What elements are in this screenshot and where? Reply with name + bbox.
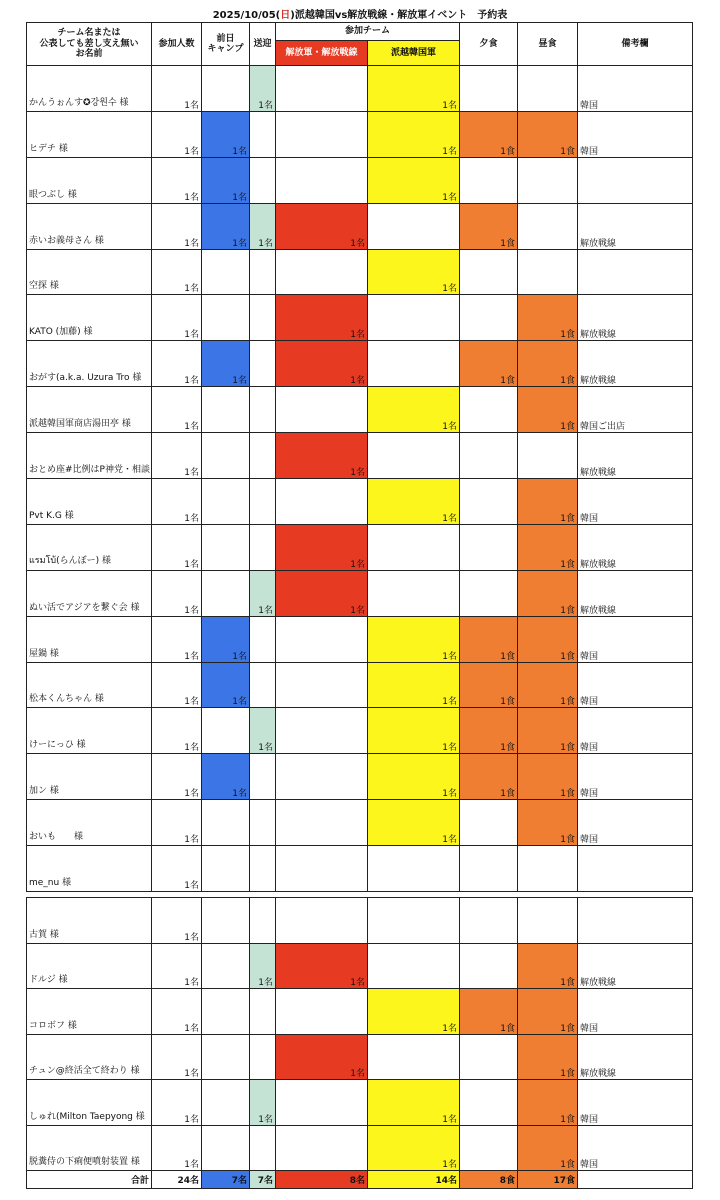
cell-dinner: 1食 [460,754,518,800]
cell-count: 1名 [152,66,202,112]
cell-note: 韓国 [578,662,693,708]
cell-transfer [250,387,276,433]
cell-count: 1名 [152,989,202,1035]
cell-name: 眼つぶし 様 [27,157,152,203]
cell-count: 1名 [152,708,202,754]
cell-note: 解放戦線 [578,203,693,249]
cell-note: 韓国 [578,111,693,157]
cell-red: 1名 [276,1034,368,1080]
header-transfer: 送迎 [250,23,276,66]
cell-note: 韓国 [578,1080,693,1126]
cell-transfer [250,1125,276,1171]
cell-red [276,898,368,944]
cell-red [276,1125,368,1171]
cell-lunch: 1食 [518,341,578,387]
cell-camp [202,943,250,989]
sheet-title: 2025/10/05(日)派越韓国vs解放戦線・解放軍イベント 予約表 [212,10,508,21]
cell-count: 1名 [152,1125,202,1171]
cell-name: me_nu 様 [27,846,152,892]
cell-note: 解放戦線 [578,1034,693,1080]
cell-name: 派越韓国軍商店湯田亭 様 [27,387,152,433]
cell-yellow: 1名 [368,249,460,295]
cell-name: ドルジ 様 [27,943,152,989]
cell-lunch: 1食 [518,800,578,846]
table-row [27,524,693,570]
cell-yellow [368,1034,460,1080]
cell-dinner [460,479,518,525]
cell-note: 解放戦線 [578,943,693,989]
table-row [27,754,693,800]
cell-name: チュン@終活全て終わり 様 [27,1034,152,1080]
table-row [27,570,693,616]
table-row [27,662,693,708]
cell-lunch: 1食 [518,295,578,341]
cell-lunch [518,249,578,295]
cell-name: ヒデチ 様 [27,111,152,157]
cell-camp: 1名 [202,111,250,157]
cell-name: 古賀 様 [27,898,152,944]
cell-transfer: 1名 [250,203,276,249]
cell-lunch [518,203,578,249]
header-row [27,23,693,41]
cell-transfer: 1名 [250,1080,276,1126]
cell-red: 1名 [276,203,368,249]
cell-camp [202,433,250,479]
cell-name: しゅれ(Milton Taepyong 様 [27,1080,152,1126]
cell-yellow [368,524,460,570]
cell-lunch: 1食 [518,1034,578,1080]
table-row [27,1125,693,1171]
cell-count: 1名 [152,800,202,846]
cell-count: 1名 [152,203,202,249]
cell-red: 1名 [276,295,368,341]
cell-red: 1名 [276,570,368,616]
cell-lunch [518,66,578,112]
cell-lunch [518,433,578,479]
table-row [27,943,693,989]
cell-lunch: 1食 [518,570,578,616]
cell-dinner: 1食 [460,989,518,1035]
total-transfer: 7名 [250,1171,276,1189]
cell-transfer: 1名 [250,708,276,754]
cell-red [276,846,368,892]
cell-dinner [460,570,518,616]
table-row [27,616,693,662]
cell-count: 1名 [152,479,202,525]
header-notes: 備考欄 [578,23,693,66]
cell-camp [202,989,250,1035]
cell-yellow: 1名 [368,1080,460,1126]
cell-red [276,989,368,1035]
cell-dinner [460,1125,518,1171]
cell-yellow: 1名 [368,66,460,112]
cell-note: 韓国 [578,1125,693,1171]
cell-yellow: 1名 [368,754,460,800]
table-row [27,157,693,203]
cell-count: 1名 [152,662,202,708]
cell-camp [202,846,250,892]
cell-camp [202,1034,250,1080]
total-dinner: 8食 [460,1171,518,1189]
header-count: 参加人数 [152,23,202,66]
cell-count: 1名 [152,341,202,387]
table-row [27,479,693,525]
cell-name: 赤いお義母さん 様 [27,203,152,249]
cell-transfer: 1名 [250,943,276,989]
cell-red [276,66,368,112]
cell-camp [202,800,250,846]
cell-lunch: 1食 [518,387,578,433]
cell-name: 屋鍋 様 [27,616,152,662]
table-row [27,1080,693,1126]
header-dinner: 夕食 [460,23,518,66]
cell-red [276,1080,368,1126]
cell-lunch: 1食 [518,708,578,754]
cell-note: 韓国 [578,66,693,112]
cell-yellow [368,846,460,892]
cell-count: 1名 [152,387,202,433]
cell-transfer [250,754,276,800]
reservation-table-page-1 [26,22,693,892]
cell-red: 1名 [276,341,368,387]
cell-camp [202,66,250,112]
cell-red [276,157,368,203]
cell-yellow [368,898,460,944]
cell-dinner: 1食 [460,341,518,387]
cell-camp [202,708,250,754]
cell-lunch: 1食 [518,754,578,800]
cell-yellow [368,943,460,989]
cell-camp [202,524,250,570]
total-label: 合計 [27,1171,152,1189]
cell-camp [202,249,250,295]
cell-camp: 1名 [202,203,250,249]
cell-name: 空探 様 [27,249,152,295]
cell-name: 脱糞侍の下痢便噴射装置 様 [27,1125,152,1171]
cell-red [276,708,368,754]
cell-dinner [460,846,518,892]
cell-yellow: 1名 [368,989,460,1035]
cell-lunch: 1食 [518,1080,578,1126]
cell-name: おいも 様 [27,800,152,846]
cell-dinner: 1食 [460,203,518,249]
cell-yellow: 1名 [368,111,460,157]
cell-lunch [518,846,578,892]
cell-camp [202,295,250,341]
table-row [27,66,693,112]
cell-red: 1名 [276,524,368,570]
cell-lunch: 1食 [518,943,578,989]
cell-lunch: 1食 [518,1125,578,1171]
cell-camp: 1名 [202,662,250,708]
cell-transfer [250,249,276,295]
cell-name: 加ン 様 [27,754,152,800]
cell-transfer [250,846,276,892]
table-row [27,800,693,846]
table-row [27,203,693,249]
table-row [27,989,693,1035]
cell-note: 解放戦線 [578,341,693,387]
cell-transfer [250,1034,276,1080]
cell-note [578,846,693,892]
cell-name: แรมโบ้(らんぼー) 様 [27,524,152,570]
cell-note [578,249,693,295]
cell-name: KATO (加藤) 様 [27,295,152,341]
cell-red: 1名 [276,433,368,479]
cell-note: 解放戦線 [578,570,693,616]
cell-camp: 1名 [202,616,250,662]
cell-transfer: 1名 [250,570,276,616]
cell-note: 韓国 [578,708,693,754]
cell-camp: 1名 [202,341,250,387]
cell-red [276,387,368,433]
cell-count: 1名 [152,295,202,341]
table-row [27,249,693,295]
table-row [27,387,693,433]
cell-name: 松本くんちゃん 様 [27,662,152,708]
table-body-page-2 [27,898,693,1171]
cell-dinner [460,66,518,112]
cell-note: 韓国 [578,616,693,662]
cell-camp [202,898,250,944]
table-row [27,898,693,944]
cell-transfer [250,616,276,662]
cell-lunch [518,898,578,944]
cell-lunch: 1食 [518,524,578,570]
table-row [27,708,693,754]
cell-note: 韓国ご出店 [578,387,693,433]
cell-dinner [460,898,518,944]
cell-yellow: 1名 [368,479,460,525]
table-row [27,1034,693,1080]
cell-dinner [460,433,518,479]
cell-red [276,754,368,800]
cell-yellow: 1名 [368,387,460,433]
cell-lunch: 1食 [518,989,578,1035]
header-team-red: 解放軍・解放戦線 [276,41,368,66]
cell-red [276,479,368,525]
header-lunch: 昼食 [518,23,578,66]
table-row [27,433,693,479]
header-name: チーム名または 公表しても差し支え無い お名前 [27,23,152,66]
cell-yellow: 1名 [368,1125,460,1171]
cell-red [276,662,368,708]
total-camp: 7名 [202,1171,250,1189]
table-body-page-1 [27,66,693,892]
cell-dinner: 1食 [460,616,518,662]
totals-row [27,1171,693,1189]
cell-note: 解放戦線 [578,295,693,341]
cell-transfer: 1名 [250,66,276,112]
cell-count: 1名 [152,898,202,944]
cell-dinner [460,943,518,989]
cell-lunch: 1食 [518,111,578,157]
cell-name: けーにっひ 様 [27,708,152,754]
total-note [578,1171,693,1189]
cell-lunch: 1食 [518,479,578,525]
cell-count: 1名 [152,754,202,800]
cell-name: かんうぉんす✪강원수 様 [27,66,152,112]
cell-count: 1名 [152,616,202,662]
header-camp: 前日 キャンプ [202,23,250,66]
cell-note [578,898,693,944]
cell-count: 1名 [152,570,202,616]
cell-camp [202,1125,250,1171]
cell-note: 韓国 [578,479,693,525]
cell-camp [202,479,250,525]
cell-name: おがす(a.k.a. Uzura Tro 様 [27,341,152,387]
cell-count: 1名 [152,249,202,295]
cell-count: 1名 [152,943,202,989]
cell-yellow [368,570,460,616]
cell-red [276,111,368,157]
cell-dinner [460,157,518,203]
cell-dinner [460,524,518,570]
cell-yellow: 1名 [368,708,460,754]
cell-transfer [250,433,276,479]
header-team-group: 参加チーム [276,23,460,41]
cell-red [276,249,368,295]
cell-lunch [518,157,578,203]
cell-yellow: 1名 [368,662,460,708]
cell-dinner [460,800,518,846]
cell-lunch: 1食 [518,662,578,708]
cell-name: ぬい活でアジアを繋ぐ会 様 [27,570,152,616]
cell-transfer [250,157,276,203]
cell-transfer [250,662,276,708]
cell-camp [202,387,250,433]
cell-count: 1名 [152,524,202,570]
table-row [27,111,693,157]
cell-red [276,616,368,662]
cell-dinner [460,295,518,341]
cell-camp: 1名 [202,157,250,203]
cell-count: 1名 [152,157,202,203]
cell-yellow [368,203,460,249]
cell-count: 1名 [152,1080,202,1126]
cell-transfer [250,524,276,570]
cell-yellow [368,341,460,387]
cell-note: 韓国 [578,800,693,846]
cell-transfer [250,341,276,387]
reservation-table-page-2 [26,897,693,1189]
table-row [27,846,693,892]
cell-count: 1名 [152,111,202,157]
cell-camp [202,1080,250,1126]
cell-yellow: 1名 [368,616,460,662]
cell-dinner: 1食 [460,111,518,157]
cell-transfer [250,989,276,1035]
cell-note: 解放戦線 [578,524,693,570]
cell-red [276,800,368,846]
cell-note: 韓国 [578,754,693,800]
cell-count: 1名 [152,433,202,479]
cell-camp: 1名 [202,754,250,800]
cell-yellow [368,295,460,341]
cell-yellow: 1名 [368,800,460,846]
cell-lunch: 1食 [518,616,578,662]
cell-dinner [460,249,518,295]
cell-dinner [460,1080,518,1126]
cell-red: 1名 [276,943,368,989]
cell-transfer [250,295,276,341]
total-yellow: 14名 [368,1171,460,1189]
table-row [27,295,693,341]
cell-count: 1名 [152,1034,202,1080]
cell-yellow [368,433,460,479]
total-red: 8名 [276,1171,368,1189]
cell-name: コロボフ 様 [27,989,152,1035]
cell-count: 1名 [152,846,202,892]
cell-note [578,157,693,203]
cell-dinner: 1食 [460,662,518,708]
cell-note: 解放戦線 [578,433,693,479]
total-lunch: 17食 [518,1171,578,1189]
cell-yellow: 1名 [368,157,460,203]
cell-note: 韓国 [578,989,693,1035]
cell-name: Pvt K.G 様 [27,479,152,525]
cell-dinner: 1食 [460,708,518,754]
cell-transfer [250,800,276,846]
cell-transfer [250,479,276,525]
header-team-yellow: 派越韓国軍 [368,41,460,66]
cell-dinner [460,387,518,433]
total-count: 24名 [152,1171,202,1189]
table-row [27,341,693,387]
cell-dinner [460,1034,518,1080]
cell-camp [202,570,250,616]
cell-transfer [250,898,276,944]
cell-name: おとめ座#比例はP神党・相談 [27,433,152,479]
cell-transfer [250,111,276,157]
